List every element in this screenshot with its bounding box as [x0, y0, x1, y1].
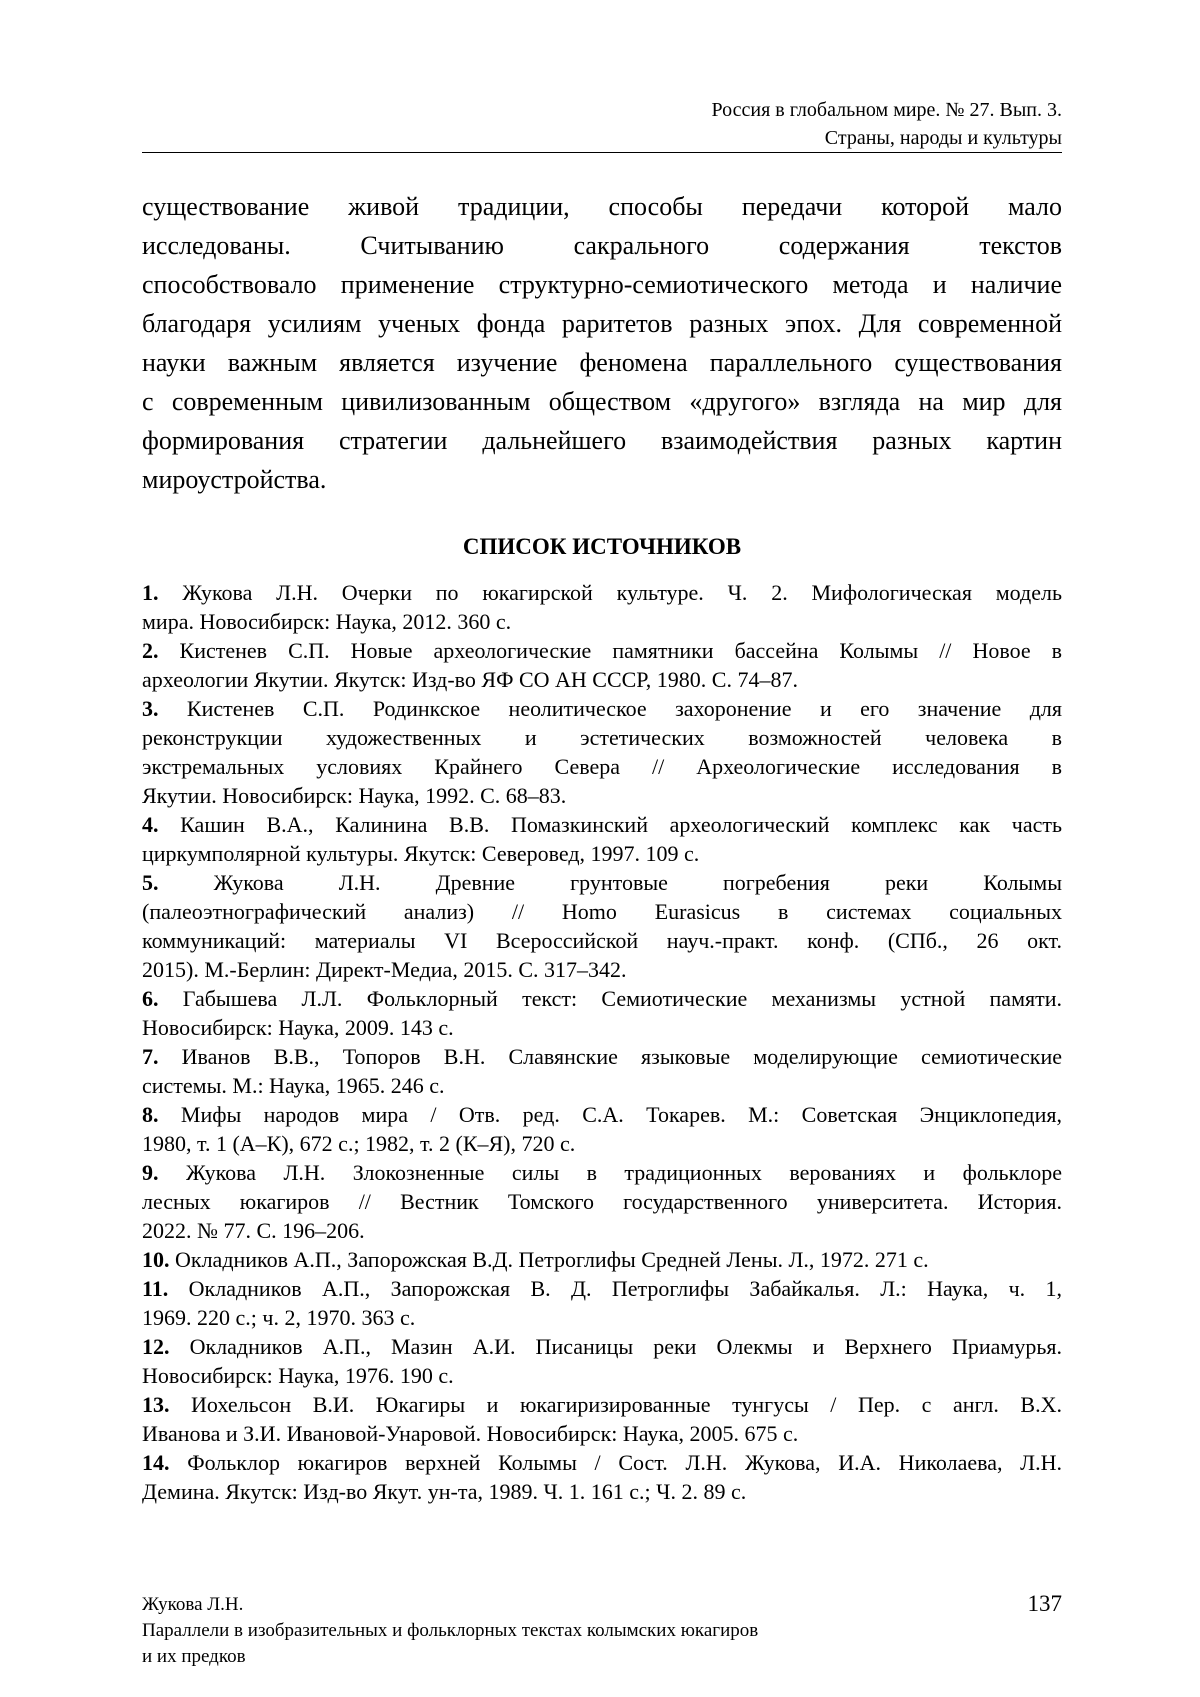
source-item — [142, 1158, 1062, 1245]
source-line — [142, 1245, 1062, 1274]
source-line — [142, 1390, 1062, 1419]
source-line — [142, 1129, 1062, 1158]
source-text: Мифы народов мира / Отв. ред. С.А. Токарев. М.: Советская Энциклопедия, — [180, 1102, 1062, 1127]
source-text: 2015). М.-Берлин: Директ-Медиа, 2015. С. 317–342. — [142, 957, 627, 982]
source-text: Габышева Л.Л. Фольклорный текст: Семиотические механизмы устной памяти. — [182, 986, 1062, 1011]
source-number: 13. — [142, 1392, 170, 1417]
source-number: 7. — [142, 1044, 159, 1069]
source-line — [142, 781, 1062, 810]
source-line — [142, 1303, 1062, 1332]
source-number: 9. — [142, 1160, 159, 1185]
source-number: 1. — [142, 580, 159, 605]
source-text: Новосибирск: Наука, 1976. 190 с. — [142, 1363, 454, 1388]
source-number: 2. — [142, 638, 159, 663]
source-text: реконструкции художественных и эстетических возможностей человека в — [142, 725, 1062, 750]
source-number: 3. — [142, 696, 159, 721]
source-line — [142, 955, 1062, 984]
source-text: Кистенев С.П. Родинкское неолитическое захоронение и его значение для — [186, 696, 1063, 721]
source-item — [142, 1390, 1062, 1448]
source-item — [142, 694, 1062, 810]
sources-heading: СПИСОК ИСТОЧНИКОВ — [462, 534, 742, 559]
source-line — [142, 1216, 1062, 1245]
header-journal-line: Россия в глобальном мире. № 27. Вып. 3. — [711, 99, 1062, 121]
source-text: 2022. № 77. С. 196–206. — [142, 1218, 365, 1243]
source-text: Иванова и З.И. Ивановой-Унаровой. Новосибирск: Наука, 2005. 675 с. — [142, 1421, 799, 1446]
source-line — [142, 984, 1062, 1013]
source-text: Окладников А.П., Запорожская В. Д. Петроглифы Забайкалья. Л.: Наука, ч. 1, — [188, 1276, 1062, 1301]
source-line — [142, 1332, 1062, 1361]
footer-author: Жукова Л.Н. — [142, 1594, 244, 1615]
source-number: 12. — [142, 1334, 170, 1359]
source-line — [142, 723, 1062, 752]
source-text: Жукова Л.Н. Злокозненные силы в традиционных верованиях и фольклоре — [185, 1160, 1063, 1185]
source-line — [142, 1448, 1062, 1477]
source-line — [142, 926, 1062, 955]
source-text: мира. Новосибирск: Наука, 2012. 360 с. — [142, 609, 512, 634]
source-line — [142, 694, 1062, 723]
source-text: Демина. Якутск: Изд-во Якут. ун-та, 1989. Ч. 1. 161 с.; Ч. 2. 89 с. — [142, 1479, 747, 1504]
source-line — [142, 1013, 1062, 1042]
source-text: Кистенев С.П. Новые археологические памятники бассейна Колымы // Новое в — [179, 638, 1063, 663]
source-line — [142, 752, 1062, 781]
source-number: 8. — [142, 1102, 159, 1127]
source-text: 1969. 220 с.; ч. 2, 1970. 363 с. — [142, 1305, 416, 1330]
source-line — [142, 868, 1062, 897]
body-line: с современным цивилизованным обществом «другого» взгляда на мир для — [142, 387, 1062, 416]
header-rule — [142, 152, 1062, 153]
source-number: 14. — [142, 1450, 170, 1475]
source-text: 1980, т. 1 (А–К), 672 с.; 1982, т. 2 (К–Я), 720 с. — [142, 1131, 576, 1156]
footer-article-title — [142, 1618, 902, 1670]
body-line: науки важным является изучение феномена параллельного существования — [142, 348, 1062, 377]
source-line — [142, 1042, 1062, 1071]
source-line — [142, 578, 1062, 607]
source-text: Окладников А.П., Запорожская В.Д. Петроглифы Средней Лены. Л., 1972. 271 с. — [175, 1247, 929, 1272]
source-text: Кашин В.А., Калинина В.В. Помазкинский археологический комплекс как часть — [180, 812, 1063, 837]
source-item — [142, 984, 1062, 1042]
source-item — [142, 810, 1062, 868]
sources-list — [142, 578, 1062, 1506]
source-line — [142, 1071, 1062, 1100]
source-line — [142, 810, 1062, 839]
body-line: благодаря усилиям ученых фонда раритетов разных эпох. Для современной — [142, 309, 1062, 338]
source-line — [142, 839, 1062, 868]
source-text: Жукова Л.Н. Очерки по юкагирской культуре. Ч. 2. Мифологическая модель — [182, 580, 1063, 605]
source-line — [142, 1361, 1062, 1390]
source-item — [142, 1448, 1062, 1506]
source-text: системы. М.: Наука, 1965. 246 с. — [142, 1073, 445, 1098]
source-text: Жукова Л.Н. Древние грунтовые погребения реки Колымы — [213, 870, 1062, 895]
source-text: Иванов В.В., Топоров В.Н. Славянские языковые моделирующие семиотические — [181, 1044, 1063, 1069]
body-paragraph — [142, 187, 1062, 499]
source-number: 10. — [142, 1247, 170, 1272]
body-line: мироустройства. — [142, 465, 327, 494]
body-line: формирования стратегии дальнейшего взаимодействия разных картин — [142, 426, 1062, 455]
source-line — [142, 665, 1062, 694]
source-item — [142, 1274, 1062, 1332]
source-line — [142, 1419, 1062, 1448]
source-item — [142, 1042, 1062, 1100]
running-header — [142, 96, 1062, 152]
source-line — [142, 607, 1062, 636]
body-line: способствовало применение структурно-семиотического метода и наличие — [142, 270, 1062, 299]
body-line: исследованы. Считыванию сакрального содержания текстов — [142, 231, 1062, 260]
source-text: коммуникаций: материалы VI Всероссийской науч.-практ. конф. (СПб., 26 окт. — [142, 928, 1062, 953]
footer-title-line: и их предков — [142, 1646, 246, 1667]
source-text: лесных юкагиров // Вестник Томского государственного университета. История. — [142, 1189, 1062, 1214]
footer-title-line: Параллели в изобразительных и фольклорных текстах колымских юкагиров — [142, 1620, 759, 1641]
source-text: (палеоэтнографический анализ) // Homo Eurasicus в системах социальных — [142, 899, 1062, 924]
source-line — [142, 1158, 1062, 1187]
source-line — [142, 1274, 1062, 1303]
source-text: Новосибирск: Наука, 2009. 143 с. — [142, 1015, 454, 1040]
source-item — [142, 1245, 1062, 1274]
source-text: археологии Якутии. Якутск: Изд-во ЯФ СО АН СССР, 1980. С. 74–87. — [142, 667, 798, 692]
source-number: 6. — [142, 986, 159, 1011]
source-text: Иохельсон В.И. Юкагиры и юкагиризированные тунгусы / Пер. с англ. В.Х. — [191, 1392, 1062, 1417]
source-text: Окладников А.П., Мазин А.И. Писаницы реки Олекмы и Верхнего Приамурья. — [189, 1334, 1063, 1359]
source-line — [142, 1477, 1062, 1506]
source-line — [142, 897, 1062, 926]
source-number: 4. — [142, 812, 159, 837]
source-item — [142, 578, 1062, 636]
source-number: 11. — [142, 1276, 169, 1301]
source-item — [142, 868, 1062, 984]
source-line — [142, 636, 1062, 665]
source-item — [142, 1332, 1062, 1390]
source-line — [142, 1187, 1062, 1216]
source-text: циркумполярной культуры. Якутск: Северовед, 1997. 109 с. — [142, 841, 700, 866]
source-item — [142, 1100, 1062, 1158]
source-item — [142, 636, 1062, 694]
source-text: экстремальных условиях Крайнего Севера // Археологические исследования в — [142, 754, 1062, 779]
source-line — [142, 1100, 1062, 1129]
header-section-line: Страны, народы и культуры — [824, 127, 1062, 149]
source-number: 5. — [142, 870, 159, 895]
source-text: Фольклор юкагиров верхней Колымы / Сост. Л.Н. Жукова, И.А. Николаева, Л.Н. — [187, 1450, 1062, 1475]
source-text: Якутии. Новосибирск: Наука, 1992. С. 68–83. — [142, 783, 567, 808]
page-number: 137 — [1027, 1591, 1062, 1616]
body-line: существование живой традиции, способы передачи которой мало — [142, 192, 1062, 221]
